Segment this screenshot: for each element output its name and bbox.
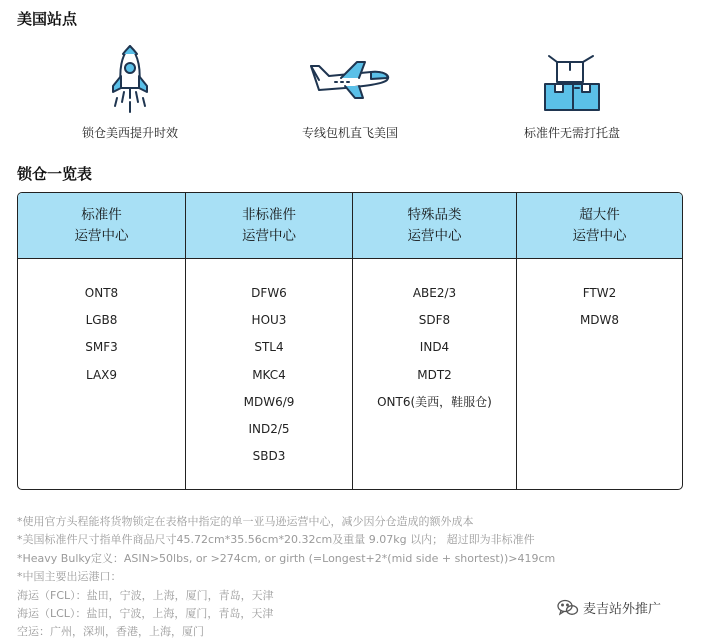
- table-cell: ONT6(美西，鞋服仓): [377, 394, 492, 409]
- column-header-line2: 运营中心: [242, 227, 296, 244]
- column-header-line1: 标准件: [81, 206, 122, 223]
- table-cell: DFW6: [251, 286, 287, 300]
- column-header-line1: 非标准件: [242, 206, 296, 223]
- column-header: [186, 193, 352, 259]
- feature-label: 锁仓美西提升时效: [81, 126, 178, 140]
- table-column: [185, 193, 352, 489]
- table-cell: HOU3: [251, 313, 287, 328]
- table-cell: IND4: [419, 340, 450, 355]
- table-cell: FTW2: [582, 286, 617, 300]
- table-cell: MDW6/9: [243, 394, 295, 409]
- feature-item: [30, 38, 230, 141]
- rocket-icon: [30, 38, 230, 116]
- column-header-line1: 特殊品类: [407, 206, 462, 223]
- column-header: [18, 193, 185, 259]
- column-header-line2: 运营中心: [407, 227, 462, 244]
- note-line: *Heavy Bulky定义：ASIN>50lbs, or >274cm, or girth (=Longest+2*(mid side + shortest))>419cm: [17, 551, 556, 565]
- table-column: [516, 193, 682, 489]
- column-header: [517, 193, 682, 259]
- table-column: [352, 193, 516, 489]
- table-cell: SDF8: [418, 313, 451, 328]
- page-title: 美国站点: [17, 10, 78, 28]
- table-cell: LGB8: [85, 313, 118, 328]
- note-line: *美国标准件尺寸指单件商品尺寸45.72cm*35.56cm*20.32cm及重量 9.07kg 以内； 超过即为非标准件: [17, 533, 535, 547]
- note-line: 海运（LCL）：盐田，宁波，上海，厦门，青岛，天津: [17, 607, 274, 621]
- table-cell: MDW8: [579, 313, 620, 328]
- note-line: 空运：广州，深圳，香港，上海，厦门: [17, 625, 204, 639]
- column-header-line2: 运营中心: [74, 227, 129, 244]
- table-cell: IND2/5: [248, 421, 290, 436]
- wechat-icon: [557, 599, 579, 617]
- watermark-text: 麦吉站外推广: [583, 602, 662, 617]
- table-cell: MKC4: [252, 367, 286, 382]
- note-line: *中国主要出运港口：: [17, 570, 122, 584]
- table-column: [18, 193, 185, 489]
- feature-item: [472, 38, 672, 141]
- note-line: 海运（FCL）：盐田，宁波，上海，厦门，青岛，天津: [17, 588, 274, 602]
- column-header: [353, 193, 516, 259]
- table-cell: STL4: [254, 340, 284, 355]
- column-header-line2: 运营中心: [572, 227, 627, 244]
- note-line: *使用官方头程能将货物锁定在表格中指定的单一亚马逊运营中心，减少因分仓造成的额外成本: [17, 515, 474, 528]
- feature-item: [250, 38, 450, 141]
- boxes-icon: [472, 38, 672, 116]
- feature-label: 专线包机直飞美国: [301, 126, 398, 140]
- table-cell: ONT8: [84, 286, 119, 300]
- footnotes: [17, 513, 555, 642]
- section-title: 锁仓一览表: [17, 165, 93, 183]
- table-cell: LAX9: [85, 367, 118, 382]
- table-cell: SMF3: [85, 340, 118, 355]
- warehouse-table: [17, 192, 683, 490]
- table-cell: SBD3: [252, 449, 286, 464]
- feature-label: 标准件无需打托盘: [523, 126, 620, 140]
- table-cell: MDT2: [417, 367, 452, 382]
- watermark: [557, 598, 661, 617]
- airplane-icon: [250, 38, 450, 116]
- column-header-line1: 超大件: [579, 206, 620, 223]
- table-cell: ABE2/3: [412, 286, 457, 300]
